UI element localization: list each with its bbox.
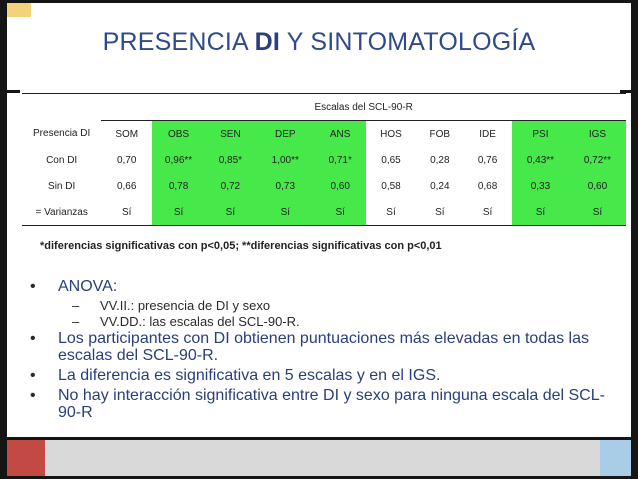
table-cell: 0,76 [477, 154, 498, 166]
sub-bullet-item [30, 314, 610, 330]
table-cell: Sí [569, 199, 626, 226]
bullet-text: La diferencia es significativa en 5 escalas y en el IGS. [58, 367, 441, 384]
table-cell: Sí [416, 199, 463, 226]
bullet-dot-icon: • [30, 367, 36, 384]
bullet-text: ANOVA: [58, 278, 118, 295]
bullet-item [30, 367, 610, 384]
column-header: SEN [205, 121, 256, 148]
table-cell: 0,33 [512, 173, 569, 199]
bullet-dot-icon: • [30, 387, 36, 404]
slide-title [0, 28, 638, 57]
dash-icon: – [72, 298, 80, 313]
bullet-list [30, 278, 610, 424]
column-header: IDE [479, 128, 496, 140]
table-cell: Sí [256, 199, 315, 226]
table-cell: 0,71* [315, 147, 366, 173]
table-cell: 0,72 [205, 173, 256, 199]
table-cell: 0,85* [205, 147, 256, 173]
frame-bottom-inner-bar [0, 437, 638, 440]
table-cell: 0,73 [256, 173, 315, 199]
row-label: = Varianzas [22, 199, 101, 226]
bullet-item [30, 330, 610, 364]
bullet-item [30, 278, 610, 295]
column-header: HOS [380, 128, 402, 140]
table-cell: 0,43** [512, 147, 569, 173]
table-cell: 0,70 [116, 154, 137, 166]
table-cell: 0,28 [430, 154, 450, 166]
frame-mid-bar [0, 90, 20, 93]
row-header: Presencia DI [33, 128, 91, 140]
table-cell: Sí [366, 199, 417, 226]
bullet-item [30, 387, 610, 421]
table-cell: 0,66 [116, 180, 137, 192]
column-header: FOB [429, 128, 451, 140]
column-header: IGS [569, 121, 626, 148]
table-cell: 0,60 [315, 173, 366, 199]
row-label: Con DI [46, 154, 78, 166]
bullet-text: No hay interacción significativa entre DI y sexo para ninguna escala del SCL-90-R [58, 387, 605, 421]
sub-bullet-item [30, 298, 610, 314]
frame-right-bar [631, 0, 638, 479]
column-header: OBS [152, 121, 205, 148]
bullet-text: Los participantes con DI obtienen puntuaciones más elevadas en todas las escalas del SCL-90-R. [58, 330, 590, 364]
table-cell: 0,24 [430, 180, 450, 192]
frame-grey-block [45, 440, 600, 476]
group-header: Escalas del SCL-90-R [101, 94, 626, 121]
title-bold: DI [254, 28, 281, 56]
title-prefix: PRESENCIA [102, 28, 255, 56]
sub-bullet-text: VV.DD.: las escalas del SCL-90-R. [100, 314, 300, 329]
table-row [22, 199, 626, 226]
table-cell: 0,96** [152, 147, 205, 173]
frame-top-bar [0, 0, 638, 3]
table-cell: 0,58 [381, 180, 401, 192]
table-cell: 0,78 [152, 173, 205, 199]
table-cell: 0,68 [477, 180, 498, 192]
table-footnote: *diferencias significativas con p<0,05; **diferencias significativas con p<0,01 [40, 240, 442, 252]
table-cell: Sí [315, 199, 366, 226]
frame-left-bar [0, 0, 7, 479]
table-cell: Sí [152, 199, 205, 226]
table-cell: Sí [512, 199, 569, 226]
table-row [22, 147, 626, 173]
table-cell: Sí [101, 199, 152, 226]
dash-icon: – [72, 314, 80, 329]
column-header: SOM [115, 128, 139, 140]
bullet-dot-icon: • [30, 330, 36, 347]
frame-red-block [7, 440, 45, 476]
sub-bullet-text: VV.II.: presencia de DI y sexo [100, 298, 271, 313]
row-label: Sin DI [48, 180, 76, 192]
frame-blue-block [600, 440, 631, 476]
table-cell: Sí [205, 199, 256, 226]
table-cell: 0,72** [569, 147, 626, 173]
column-header: DEP [256, 121, 315, 148]
frame-yellow-block [7, 3, 31, 17]
title-suffix: Y SINTOMATOLOGÍA [280, 28, 536, 56]
table-row [22, 173, 626, 199]
column-header: PSI [512, 121, 569, 148]
table-cell: Sí [463, 199, 512, 226]
column-header: ANS [315, 121, 366, 148]
table-cell: 0,60 [569, 173, 626, 199]
table-cell: 0,65 [381, 154, 401, 166]
bullet-dot-icon: • [30, 278, 36, 295]
results-table [22, 93, 626, 226]
table-cell: 1,00** [256, 147, 315, 173]
